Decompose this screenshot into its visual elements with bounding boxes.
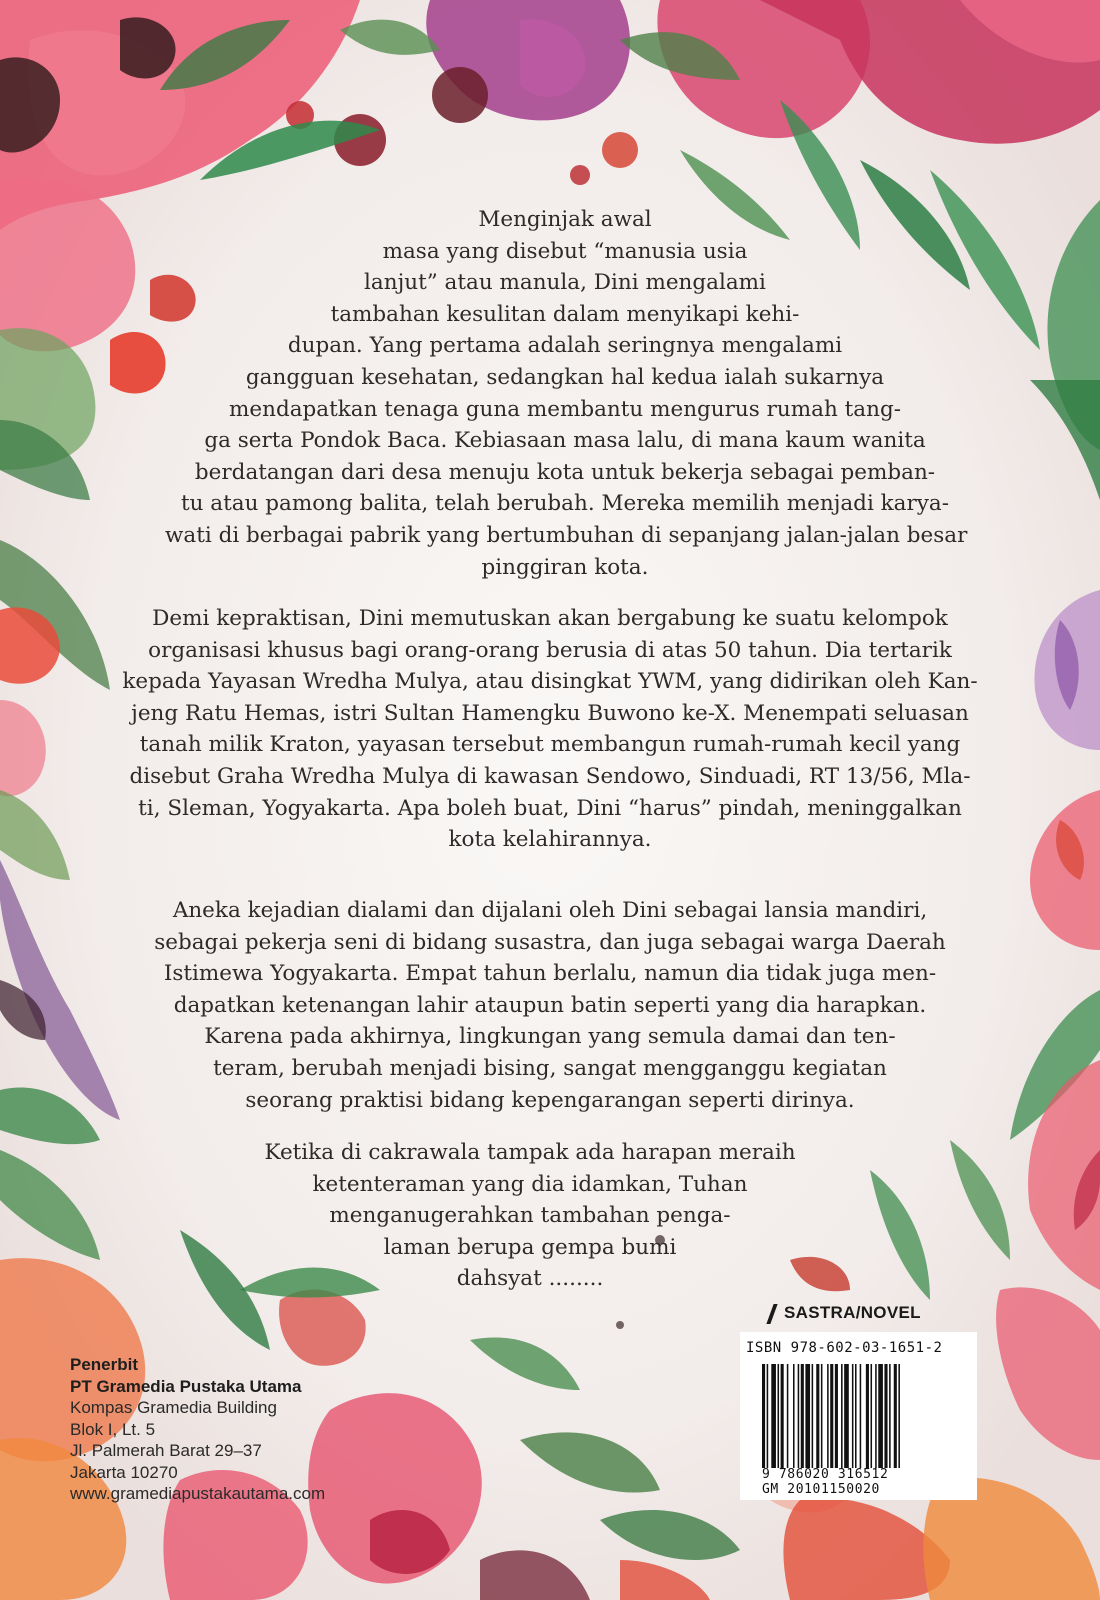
blurb-line: lanjut” atau manula, Dini mengalami — [364, 270, 766, 296]
barcode-bar — [884, 1364, 887, 1468]
blurb-line: pinggiran kota. — [481, 554, 649, 580]
barcode-bar — [860, 1364, 862, 1468]
blurb-line: Aneka kejadian dialami dan dijalani oleh Dini sebagai lansia mandiri, — [172, 898, 928, 923]
blurb-line: dupan. Yang pertama adalah seringnya mengalami — [287, 333, 843, 359]
blurb-line: wati di berbagai pabrik yang bertumbuhan di sepanjang jalan-jalan besar — [165, 522, 968, 548]
blurb-line: teram, berubah menjadi bising, sangat mengganggu kegiatan — [213, 1055, 887, 1081]
publisher-address-line: Jl. Palmerah Barat 29–37 — [70, 1441, 262, 1460]
publisher-website: www.gramediapustakautama.com — [70, 1484, 326, 1503]
publisher-address-line: Jakarta 10270 — [70, 1462, 178, 1482]
barcode-bar — [841, 1364, 843, 1468]
barcode-bar — [898, 1364, 900, 1468]
product-code: GM 20101150020 — [762, 1482, 880, 1497]
barcode-bar — [844, 1364, 849, 1468]
publisher-address-line: Kompas Gramedia Building — [70, 1398, 277, 1417]
barcode-bar — [816, 1364, 819, 1468]
blurb-paragraph-3 — [100, 895, 1000, 1116]
blurb-line: laman berupa gempa bumi — [383, 1234, 677, 1260]
blurb-line: dapatkan ketenangan lahir ataupun batin seperti yang dia harapkan. — [173, 992, 927, 1018]
barcode-bar — [805, 1364, 810, 1468]
blurb-line: gangguan kesehatan, sedangkan hal kedua ialah sukarnya — [245, 364, 885, 390]
blurb-paragraph-1 — [165, 204, 968, 583]
blurb-line: sebagai pekerja seni di bidang susastra, dan juga sebagai warga Daerah — [154, 929, 946, 955]
blurb-line: disebut Graha Wredha Mulya di kawasan Sendowo, Sinduadi, RT 13/56, Mla- — [129, 763, 971, 789]
barcode-bar — [762, 1364, 765, 1468]
blurb-line: Ketika di cakrawala tampak ada harapan meraih — [264, 1140, 796, 1165]
blurb-line: Demi kepraktisan, Dini memutuskan akan bergabung ke suatu kelompok — [152, 606, 948, 631]
blurb-line: masa yang disebut “manusia usia — [382, 238, 748, 264]
barcode-bar — [830, 1364, 833, 1468]
barcode-bar — [767, 1364, 769, 1468]
barcode-bar — [871, 1364, 873, 1468]
blurb-line: menganugerahkan tambahan penga- — [329, 1203, 731, 1229]
barcode-bar — [787, 1364, 789, 1468]
publisher-heading: Penerbit — [70, 1355, 139, 1374]
barcode-bar — [812, 1364, 814, 1468]
barcode-bar — [835, 1364, 838, 1468]
blurb-line: kota kelahirannya. — [448, 827, 652, 853]
blurb-line: ketenteraman yang dia idamkan, Tuhan — [312, 1171, 748, 1197]
barcode-bar — [852, 1364, 854, 1468]
barcode-bar — [778, 1364, 780, 1468]
blurb-line: Menginjak awal — [478, 207, 652, 232]
barcode-bar — [793, 1364, 795, 1468]
barcode-bars — [762, 1364, 958, 1468]
barcode-bar — [855, 1364, 857, 1468]
barcode-panel — [740, 1332, 977, 1500]
barcode-bar — [781, 1364, 784, 1468]
blurb-line: mendapatkan tenaga guna membantu mengurus rumah tang- — [229, 396, 901, 422]
blurb-paragraph-2 — [90, 603, 1010, 856]
barcode-bar — [771, 1364, 776, 1468]
blurb-line: tu atau pamong balita, telah berubah. Mereka memilih menjadi karya- — [180, 491, 950, 517]
blurb-line: dahsyat ........ — [456, 1266, 604, 1292]
barcode-bar — [866, 1364, 869, 1468]
isbn-number: ISBN 978-602-03-1651-2 — [746, 1340, 943, 1356]
blurb-paragraph-4 — [180, 1137, 880, 1295]
blurb-line: tambahan kesulitan dalam menyikapi kehi- — [330, 301, 800, 327]
barcode-bar — [801, 1364, 804, 1468]
blurb-line: kepada Yayasan Wredha Mulya, atau disingkat YWM, yang didirikan oleh Kan- — [122, 669, 978, 695]
blurb-line: seorang praktisi bidang kepengarangan seperti dirinya. — [245, 1087, 855, 1113]
barcode-digits: 9 786020 316512 — [762, 1467, 889, 1482]
publisher-name: PT Gramedia Pustaka Utama — [70, 1376, 302, 1396]
barcode-bar — [821, 1364, 823, 1468]
barcode-bar — [878, 1364, 883, 1468]
barcode-bar — [875, 1364, 877, 1468]
blurb-line: jeng Ratu Hemas, istri Sultan Hamengku Buwono ke-X. Menempati seluasan — [131, 700, 969, 726]
blurb-line: ti, Sleman, Yogyakarta. Apa boleh buat, Dini “harus” pindah, meninggalkan — [138, 795, 962, 821]
publisher-address-line: Blok I, Lt. 5 — [70, 1419, 156, 1439]
blurb-line: tanah milik Kraton, yayasan tersebut membangun rumah-rumah kecil yang — [139, 732, 961, 758]
blurb-line: Istimewa Yogyakarta. Empat tahun berlalu, namun dia tidak juga men- — [163, 961, 937, 987]
blurb-line: ga serta Pondok Baca. Kebiasaan masa lalu, di mana kaum wanita — [204, 428, 926, 454]
barcode-bar — [894, 1364, 897, 1468]
blurb-line: Karena pada akhirnya, lingkungan yang semula damai dan ten- — [204, 1024, 896, 1050]
blurb-line: berdatangan dari desa menuju kota untuk bekerja sebagai pemban- — [194, 459, 936, 485]
genre-label: SASTRA/NOVEL — [784, 1303, 974, 1323]
barcode-bar — [827, 1364, 829, 1468]
blurb-line: organisasi khusus bagi orang-orang berusia di atas 50 tahun. Dia tertarik — [148, 637, 952, 663]
publisher-info — [70, 1354, 325, 1505]
barcode-bar — [889, 1364, 891, 1468]
barcode-bar — [798, 1364, 800, 1468]
